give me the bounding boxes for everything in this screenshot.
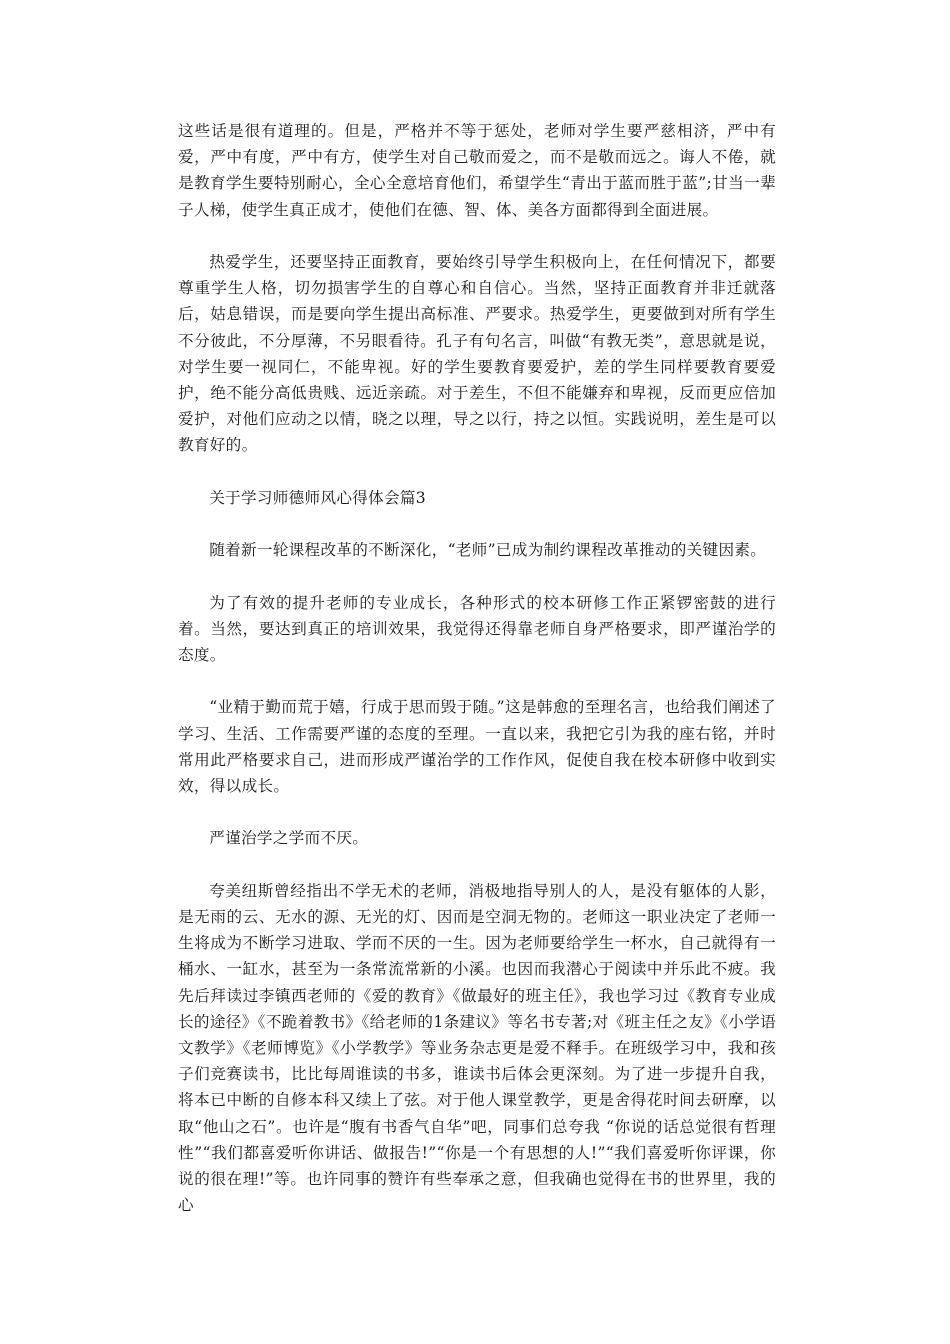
paragraph-6: 夸美纽斯曾经指出不学无术的老师，消极地指导别人的人，是没有躯体的人影，是无雨的云、无水的源、无光的灯、因而是空洞无物的。老师这一职业决定了老师一生将成为不断学习进取、学而不厌的一生。因为老师要给学生一杯水，自己就得有一桶水、一缸水，甚至为一条常流常新的小溪。也因而我潜心于阅读中并乐此不疲。我先后拜读过李镇西老师的《爱的教育》《做最好的班主任》，我也学习过《教育专业成长的途径》《不跪着教书》《给老师的1条建议》等名书专著;对《班主任之友》《小学语文教学》《老师博览》《小学教学》等业务杂志更是爱不释手。在班级学习中，我和孩子们竞赛读书，比比每周谁读的书多，谁读书后体会更深刻。为了进一步提升自我，将本已中断的自修本科又续上了弦。对于他人课堂教学，更是舍得花时间去研摩，以取“他山之石”。也许是“腹有书香气自华”吧，同事们总夸我 “你说的话总觉很有哲理性”“我们都喜爱听你讲话、做报告!”“你是一个有思想的人!”“我们喜爱听你评课，你说的很在理!”等。也许同事的赞许有些奉承之意，但我确也觉得在书的世界里，我的心 <box>178 881 776 1215</box>
paragraph-1: 这些话是很有道理的。但是，严格并不等于惩处，老师对学生要严慈相济，严中有爱，严中有度，严中有方，使学生对自己敬而爱之，而不是敬而远之。诲人不倦，就是教育学生要特别耐心，全心全意培育他们，希望学生“青出于蓝而胜于蓝”;甘当一辈子人梯，使学生真正成才，使他们在德、智、体、美各方面都得到全面进展。 <box>178 122 776 219</box>
paragraph-4: 为了有效的提升老师的专业成长，各种形式的校本研修工作正紧锣密鼓的进行着。当然，要达到真正的培训效果，我觉得还得靠老师自身严格要求，即严谨治学的态度。 <box>178 593 776 664</box>
section-heading: 关于学习师德师风心得体会篇3 <box>209 488 427 507</box>
document-body <box>178 118 776 1218</box>
subheading: 严谨治学之学而不厌。 <box>209 829 369 848</box>
paragraph-2: 热爱学生，还要坚持正面教育，要始终引导学生积极向上，在任何情况下，都要尊重学生人格，切勿损害学生的自尊心和自信心。当然，坚持正面教育并非迁就落后，姑息错误，而是要向学生提出高标准、严要求。热爱学生，更要做到对所有学生不分彼此，不分厚薄，不另眼看待。孔子有句名言，叫做“有教无类”，意思就是说，对学生要一视同仁，不能卑视。好的学生要教育要爱护，差的学生同样要教育要爱护，绝不能分高低贵贱、远近亲疏。对于差生，不但不能嫌弃和卑视，反而更应倍加爱护，对他们应动之以情，晓之以理，导之以行，持之以恒。实践说明，差生是可以教育好的。 <box>178 253 776 455</box>
paragraph-5: “业精于勤而荒于嬉，行成于思而毁于随。”这是韩愈的至理名言，也给我们阐述了学习、生活、工作需要严谨的态度的至理。一直以来，我把它引为我的座右铭，并时常用此严格要求自己，进而形成严谨治学的工作作风，促使自我在校本研修中收到实效，得以成长。 <box>178 698 776 795</box>
paragraph-3: 随着新一轮课程改革的不断深化，“老师”已成为制约课程改革推动的关键因素。 <box>209 541 767 560</box>
